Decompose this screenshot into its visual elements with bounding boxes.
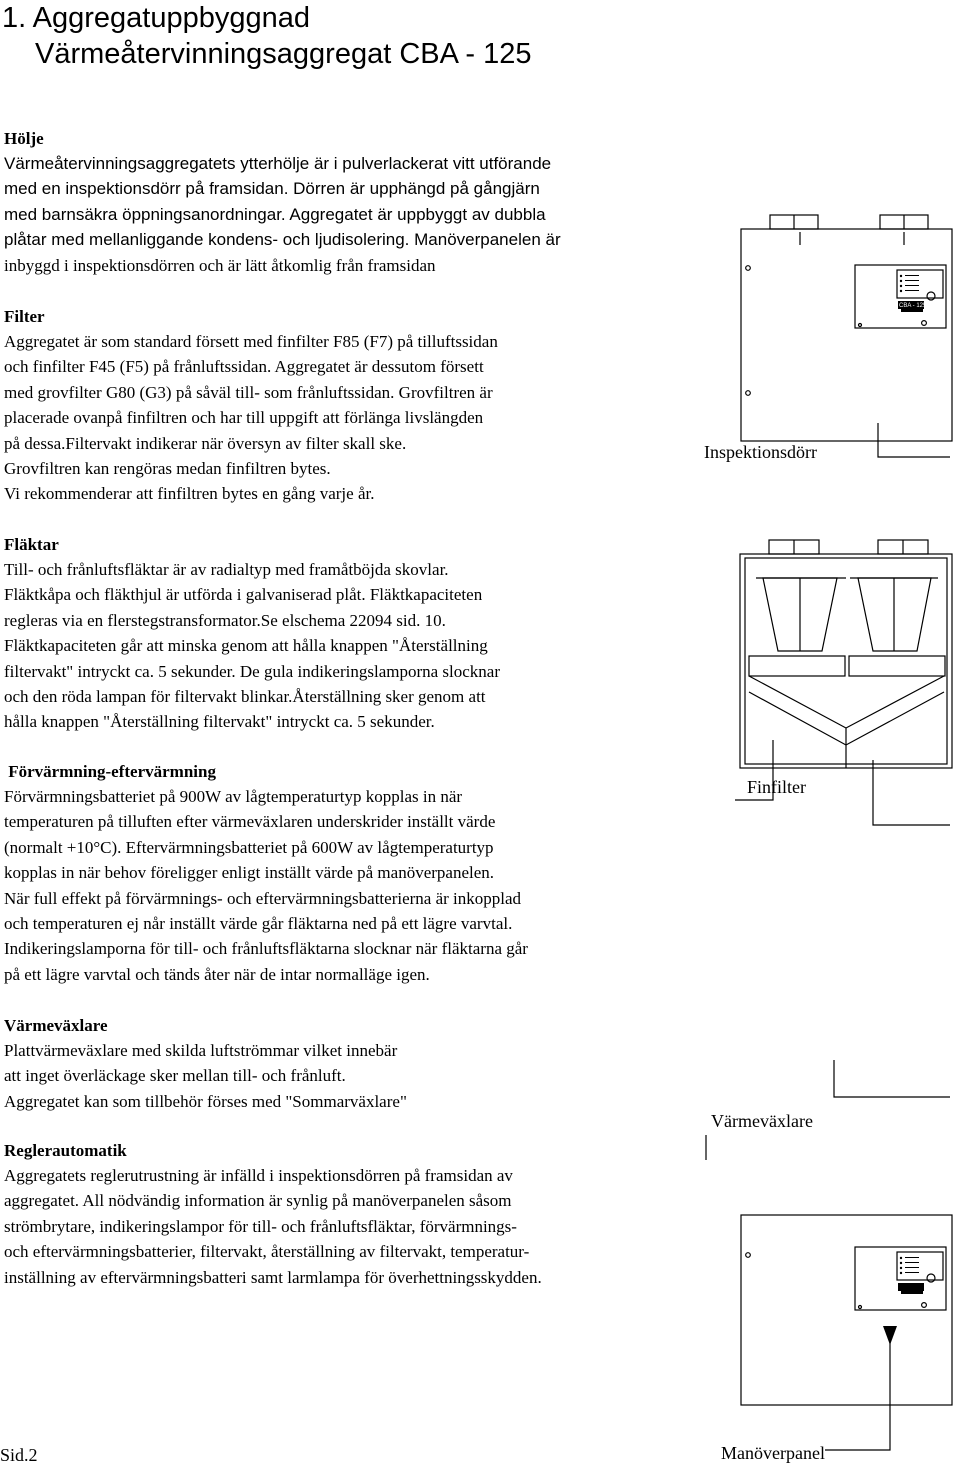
text-line: och den röda lampan för filtervakt blinkar.Återställning sker genom att bbox=[4, 687, 486, 707]
text-line: hålla knappen "Återställning filtervakt" intryckt ca. 5 sekunder. bbox=[4, 712, 435, 732]
text-line: att inget överläckage sker mellan till- och frånluft. bbox=[4, 1066, 346, 1086]
text-line: Aggregatet är som standard försett med finfilter F85 (F7) på tilluftssidan bbox=[4, 332, 498, 351]
text-line: När full effekt på förvärmnings- och eftervärmningsbatterierna är inkopplad bbox=[4, 888, 522, 908]
text-line: Värmeåtervinningsaggregatets ytterhölje är i pulverlackerat vitt utförande bbox=[4, 154, 552, 173]
text-line: med en inspektionsdörr på framsidan. Dörren är upphängd på gångjärn bbox=[4, 179, 540, 199]
text-line: inställning av eftervärmningsbatteri samt larmlampa för överhettningsskydden. bbox=[4, 1267, 542, 1287]
text-line: plåtar med mellanliggande kondens- och ljudisolering. Manöverpanelen är bbox=[4, 230, 561, 250]
page-title-line-1: 1. Aggregatuppbyggnad bbox=[2, 2, 310, 34]
text-line: Fläktkåpa och fläkthjul är utförda i galvaniserad plåt. Fläktkapaciteten bbox=[4, 585, 483, 605]
label-varmevaxlare: Värmeväxlare bbox=[711, 1111, 813, 1131]
text-line: regleras via en flerstegstransformator.Se elschema 22094 sid. 10. bbox=[4, 610, 446, 630]
text-line: Aggregatet kan som tillbehör förses med "Sommarväxlare" bbox=[4, 1091, 407, 1111]
text-line: inbyggd i inspektionsdörren och är lätt åtkomlig från framsidan bbox=[4, 255, 436, 275]
text-line: Grovfiltren kan rengöras medan finfiltren bytes. bbox=[4, 459, 331, 479]
page-number: Sid.2 bbox=[0, 1445, 38, 1465]
section-heading: Förvärmning-eftervärmning bbox=[4, 762, 216, 781]
text-line: Fläktkapaciteten går att minska genom att hålla knappen "Återställning bbox=[4, 636, 488, 656]
text-line: Till- och frånluftsfläktar är av radialtyp med framåtböjda skovlar. bbox=[4, 560, 449, 579]
text-line: på ett lägre varvtal och tänds åter när de intar normalläge igen. bbox=[4, 964, 430, 984]
text-line: kopplas in när behov föreligger enligt inställt värde på manöverpanelen. bbox=[4, 863, 495, 883]
section-heading: Värmeväxlare bbox=[4, 1016, 108, 1035]
text-line: med barnsäkra öppningsanordningar. Aggregatet är uppbyggt av dubbla bbox=[4, 204, 546, 224]
text-line: placerade ovanpå finfiltren och har till uppgift att förlänga livslängden bbox=[4, 408, 484, 428]
label-manoverpanel: Manöverpanel bbox=[721, 1443, 825, 1463]
text-line: filtervakt" intryckt ca. 5 sekunder. De gula indikeringslamporna slocknar bbox=[4, 661, 501, 681]
text-line: Förvärmningsbatteriet på 900W av lågtemperaturtyp kopplas in när bbox=[4, 787, 463, 806]
text-line: (normalt +10°C). Eftervärmningsbatteriet på 600W av lågtemperaturtyp bbox=[4, 837, 494, 857]
section-heading: Filter bbox=[4, 307, 45, 326]
text-line: och finfilter F45 (F5) på frånluftssidan. Aggregatet är dessutom försett bbox=[4, 357, 484, 377]
page-title-line-2: Värmeåtervinningsaggregat CBA - 125 bbox=[35, 38, 532, 70]
section-heading: Reglerautomatik bbox=[4, 1141, 127, 1160]
section-heading: Hölje bbox=[4, 129, 44, 148]
text-line: aggregatet. All nödvändig information är synlig på manöverpanelen såsom bbox=[4, 1191, 512, 1211]
text-line: strömbrytare, indikeringslampor för till- och frånluftsfläktar, förvärmnings- bbox=[4, 1216, 517, 1236]
text-line: Indikeringslamporna för till- och frånluftsfläktarna slocknar när fläktarna går bbox=[4, 939, 528, 959]
text-line: på dessa.Filtervakt indikerar när översyn av filter skall ske. bbox=[4, 433, 407, 453]
text-line: temperaturen på tilluften efter värmeväxlaren underskrider inställt värde bbox=[4, 812, 496, 832]
text-line: och eftervärmningsbatterier, filtervakt, återställning av filtervakt, temperatur- bbox=[4, 1242, 530, 1262]
section-heading: Fläktar bbox=[4, 535, 59, 554]
text-line: och temperaturen ej når inställt värde går fläktarna ned på ett lägre varvtal. bbox=[4, 914, 513, 934]
label-finfilter: Finfilter bbox=[747, 777, 806, 797]
text-line: Vi rekommenderar att finfiltren bytes en gång varje år. bbox=[4, 484, 375, 504]
text-line: Plattvärmeväxlare med skilda luftströmmar vilket innebär bbox=[4, 1041, 398, 1060]
label-inspektionsdorr: Inspektionsdörr bbox=[704, 442, 817, 462]
text-line: Aggregatets reglerutrustning är infälld i inspektionsdörren på framsidan av bbox=[4, 1166, 513, 1185]
text-line: med grovfilter G80 (G3) på såväl till- som frånluftssidan. Grovfiltren är bbox=[4, 382, 493, 402]
panel-logo: CBA - 125S bbox=[899, 303, 931, 309]
